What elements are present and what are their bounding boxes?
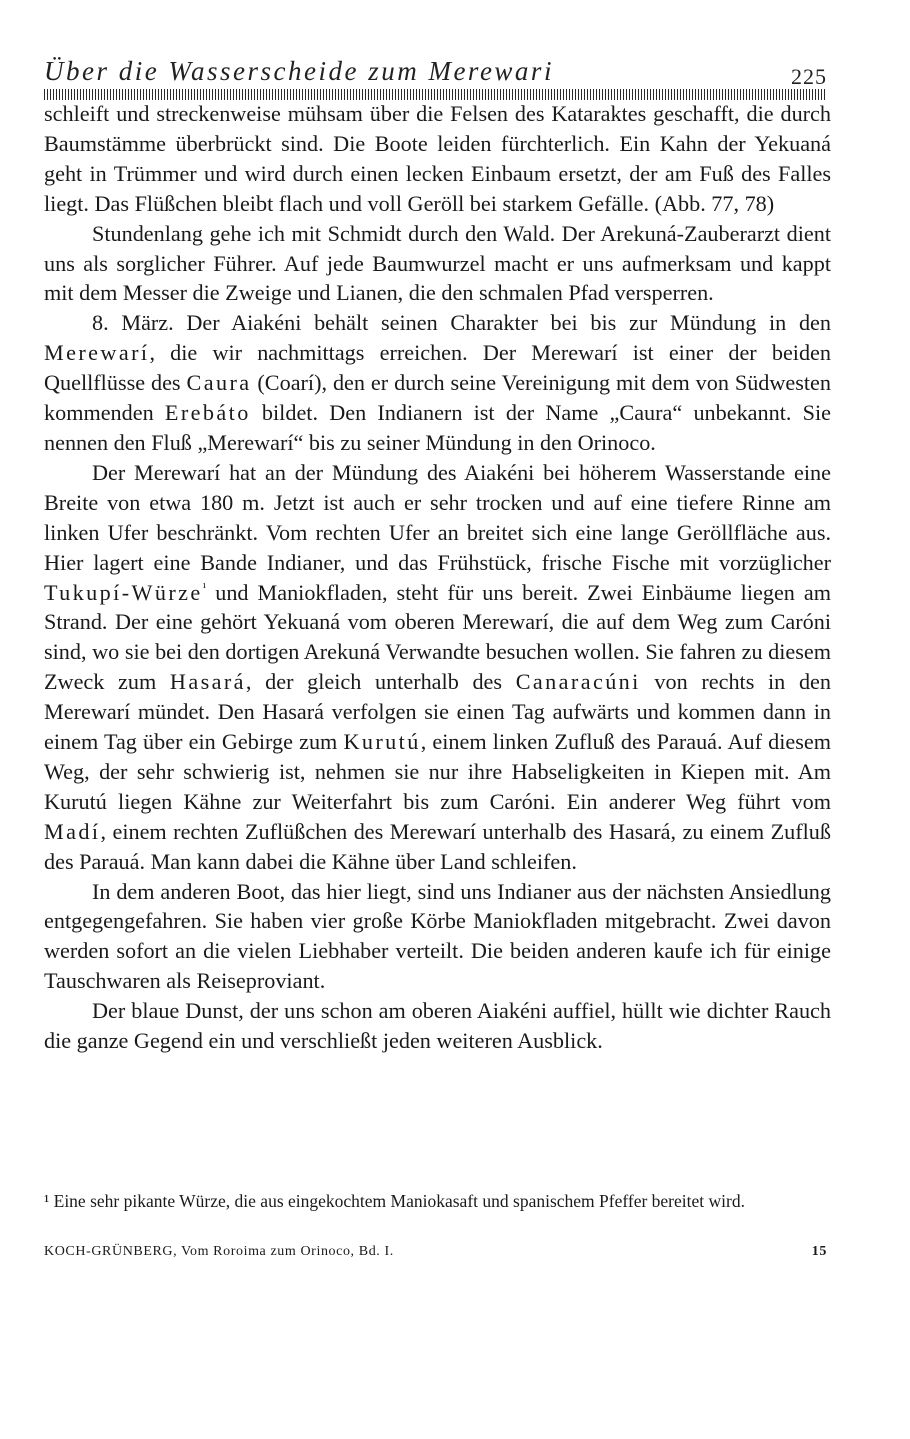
text-run: schleift und streckenweise mühsam über die Felsen des Kataraktes geschafft, die durch Baumstämme überbrückt sind. Die Boote leiden fürchterlich. Ein Kahn der Yekuaná geht in Trümmer und wird durch einen lecken Einbaum ersetzt, der am Fuß des Falles liegt. Das Flüßchen bleibt flach und voll Geröll bei starkem Gefälle. (Abb. 77, 78) [44,101,831,216]
spaced-name: Merewarí [44,340,150,366]
text-run: Der blaue Dunst, der uns schon am oberen Aiakéni auffiel, hüllt wie dichter Rauch die ganze Gegend ein und verschließt jeden weiteren Ausblick. [44,998,831,1054]
footnote-marker: ¹ [44,1191,50,1211]
footnote-ref: ¹ [202,580,207,595]
paragraph [44,458,831,877]
paragraph [44,99,831,219]
text-run: (Coarí), den er durch seine Vereinigung mit dem von Südwesten kommenden [44,370,832,426]
spaced-name: Madí [44,818,101,844]
text-run: bildet. Den Indianern ist der Name „Caura“ unbekannt. Sie nennen den Fluß „Merewarí“ bis zu seiner Mündung in den Orinoco. [44,400,831,455]
spaced-name: Kurutú [343,729,421,755]
spaced-name: Hasará [169,669,246,695]
text-run: Stundenlang gehe ich mit Schmidt durch den Wald. Der Arekuná-Zauberarzt dient uns als sorglicher Führer. Auf jede Baumwurzel macht er uns aufmerksam und kappt mit dem Messer die Zweige und Lianen, die den schmalen Pfad versperren. [44,220,831,306]
text-run: Der Merewarí hat an der Mündung des Aiakéni bei höherem Wasserstande eine Breite von etwa 180 m. Jetzt ist auch er sehr trocken und auf eine tiefere Rinne am linken Ufer beschränkt. Vom rechten Ufer an breitet sich eine lange Geröllfläche aus. Hier lagert eine Bande Indianer, und das Frühstück, frische Fische mit vorzüglicher [44,459,831,575]
text-run: In dem anderen Boot, das hier liegt, sind uns Indianer aus der nächsten Ansiedlung entgegengefahren. Sie haben vier große Körbe Maniokfladen mitgebracht. Zwei davon werden sofort an die vielen Liebhaber verteilt. Die beiden anderen kaufe ich für einige Tauschwaren als Reiseproviant. [44,878,831,994]
spaced-name: Canaracúni [515,669,641,695]
running-title: Über die Wasserscheide zum Merewari [44,56,554,86]
book-page [44,56,831,92]
paragraph [44,877,831,997]
paragraph [44,308,831,458]
text-run: , einem rechten Zuflüßchen des Merewarí unterhalb des Hasará, zu einem Zufluß des Parauá. Man kann dabei die Kähne über Land schleifen. [44,818,831,874]
footnote-text: Eine sehr pikante Würze, die aus eingekochtem Maniokasaft und spanischem Pfeffer bereitet wird. [53,1191,745,1211]
text-run: und Maniokfladen, steht für uns bereit. Zwei Einbäume liegen am Strand. Der eine gehört Yekuaná vom oberen Merewarí, die auf dem Weg zum Caróni sind, wo sie bei den dortigen Arekuná Verwandte besuchen wollen. Sie fahren zu diesem Zweck zum [44,579,831,695]
text-run: , die wir nachmittags erreichen. Der Merewarí ist einer der beiden Quellflüsse des [44,340,831,396]
body-text [44,99,831,1056]
paragraph [44,996,831,1056]
spaced-name: Caura [186,370,252,396]
signature-mark: 15 [811,1244,827,1259]
text-run: von rechts in den Merewarí mündet. Den Hasará verfolgen sie einen Tag aufwärts und kommen dann in einem Tag über ein Gebirge zum [44,669,831,755]
footnote [44,1189,831,1214]
text-run: , der gleich unterhalb des [245,669,516,695]
text-run: , einem linken Zufluß des Parauá. Auf diesem Weg, der sehr schwierig ist, nehmen sie nur ihre Habseligkeiten in Kiepen mit. Am Kurutú liegen Kähne zur Weiterfahrt bis zum Caróni. Ein anderer Weg führt vom [44,729,831,814]
page-number: 225 [791,64,827,89]
running-header [44,56,831,92]
spaced-name: Erebáto [164,400,251,426]
footer-citation: KOCH-GRÜNBERG, Vom Roroima zum Orinoco, Bd. I. [44,1244,394,1259]
text-run: 8. März. Der Aiakéni behält seinen Charakter bei bis zur Mündung in den [92,310,831,336]
paragraph [44,219,831,309]
spaced-name: Tukupí-Würze [44,579,203,605]
